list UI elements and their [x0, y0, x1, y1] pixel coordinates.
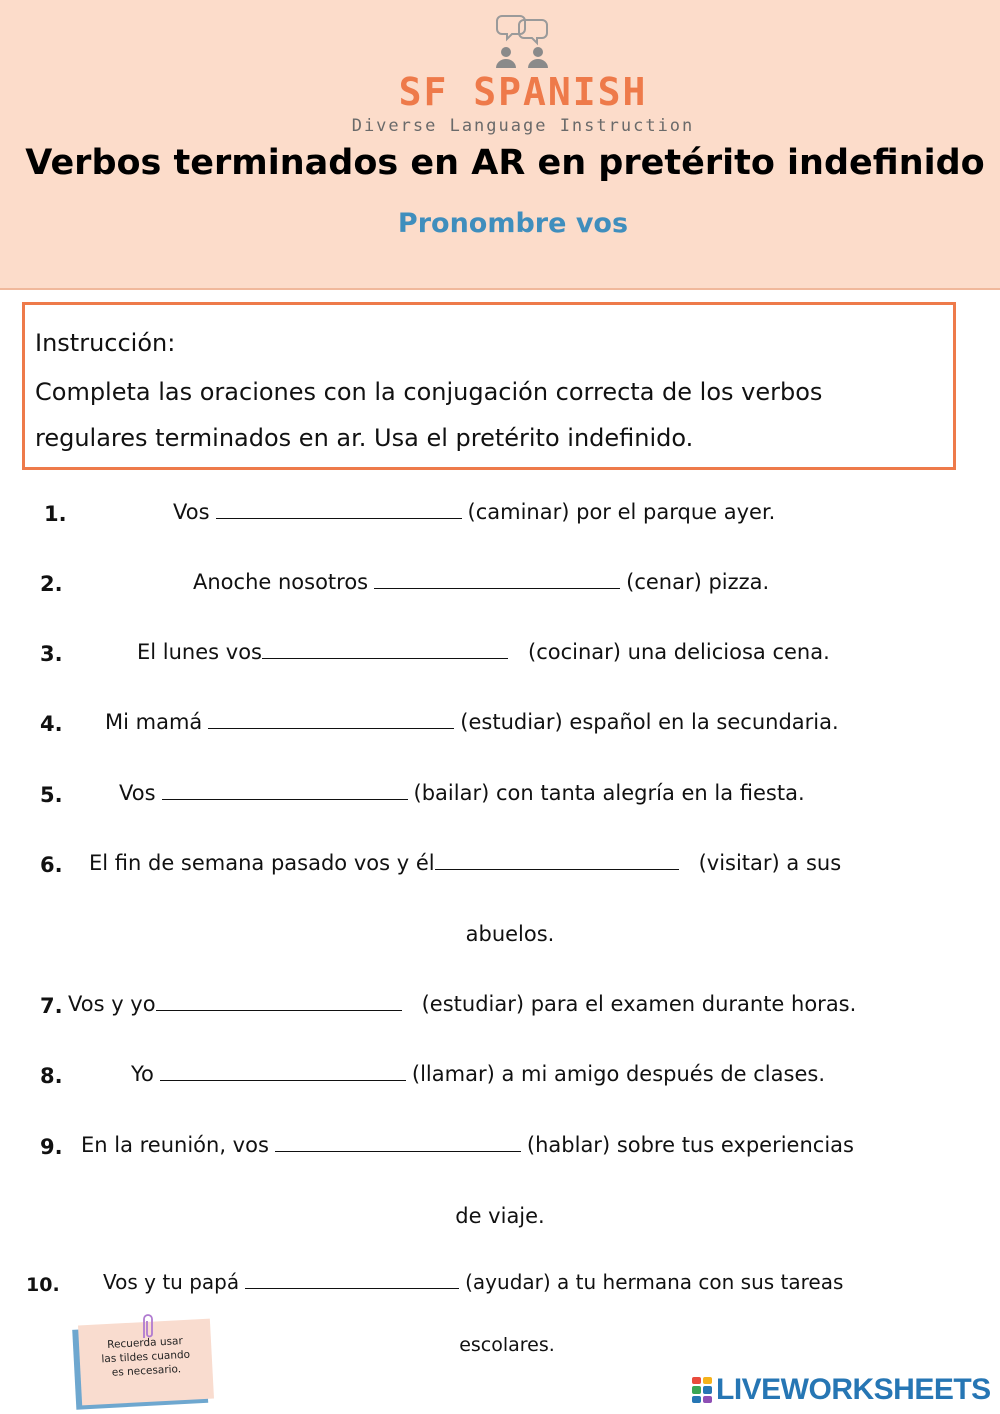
- question-text-after: (llamar) a mi amigo después de clases.: [411, 1062, 825, 1086]
- question-7: [68, 992, 856, 1016]
- question-text-after: (cocinar) una deliciosa cena.: [528, 640, 830, 664]
- brand-tagline: Diverse Language Instruction: [351, 116, 695, 136]
- question-text-before: En la reunión, vos: [81, 1133, 269, 1157]
- question-text-after: (bailar) con tanta alegría en la fiesta.: [413, 781, 805, 805]
- answer-blank[interactable]: [245, 1287, 459, 1289]
- question-9-continuation: de viaje.: [455, 1204, 545, 1228]
- question-6-continuation: abuelos.: [465, 922, 555, 946]
- question-text-after: (estudiar) español en la secundaria.: [460, 710, 839, 734]
- question-number: 7.: [40, 994, 63, 1018]
- answer-blank[interactable]: [160, 1079, 406, 1081]
- page-title: Verbos terminados en AR en pretérito indefinido: [25, 143, 985, 183]
- question-text-before: Anoche nosotros: [193, 570, 369, 594]
- question-text-before: Vos y yo: [68, 992, 156, 1016]
- question-10: [103, 1270, 843, 1294]
- question-1: [173, 500, 775, 524]
- question-text-before: Vos: [173, 500, 210, 524]
- question-number: 2.: [40, 572, 63, 596]
- question-number: 10.: [26, 1274, 60, 1296]
- answer-blank[interactable]: [162, 798, 408, 800]
- reminder-text: Recuerda usar las tildes cuando es necesario.: [101, 1335, 191, 1379]
- liveworksheets-logo: [692, 1370, 992, 1410]
- question-number: 4.: [40, 712, 63, 736]
- answer-blank[interactable]: [216, 517, 462, 519]
- question-4: [105, 710, 839, 734]
- worksheet-header: [0, 0, 1000, 290]
- question-number: 3.: [40, 642, 63, 666]
- question-number: 5.: [40, 783, 63, 807]
- question-text-after: (ayudar) a tu hermana con sus tareas: [465, 1270, 844, 1294]
- instruction-label: Instrucción:: [35, 329, 176, 357]
- question-5: [119, 781, 805, 805]
- instruction-box: [22, 302, 956, 470]
- liveworksheets-wordmark: LIVEWORKSHEETS: [716, 1373, 991, 1406]
- question-number: 8.: [40, 1064, 63, 1088]
- question-text-before: El lunes vos: [137, 640, 262, 664]
- answer-blank[interactable]: [275, 1150, 521, 1152]
- question-text-before: Vos: [119, 781, 156, 805]
- question-text-after: (caminar) por el parque ayer.: [467, 500, 776, 524]
- question-8: [131, 1062, 825, 1086]
- brand-logo-text: SF SPANISH: [398, 70, 648, 114]
- question-9: [81, 1133, 854, 1157]
- question-text-before: El fin de semana pasado vos y él: [89, 851, 435, 875]
- question-6: [89, 851, 841, 875]
- question-text-before: Yo: [131, 1062, 154, 1086]
- instruction-text: Completa las oraciones con la conjugación correcta de los verbos regulares terminados en ar. Usa el pretérito indefinido.: [35, 378, 823, 452]
- page-subtitle: Pronombre vos: [397, 208, 629, 239]
- answer-blank[interactable]: [208, 727, 454, 729]
- question-text-before: Vos y tu papá: [103, 1270, 240, 1294]
- answer-blank[interactable]: [156, 1009, 402, 1011]
- answer-blank[interactable]: [374, 587, 620, 589]
- question-2: [193, 570, 769, 594]
- question-number: 6.: [40, 853, 63, 877]
- question-text-after: (visitar) a sus: [698, 851, 842, 875]
- answer-blank[interactable]: [435, 868, 679, 870]
- question-number: 9.: [40, 1135, 63, 1159]
- question-10-continuation: escolares.: [459, 1334, 555, 1356]
- question-3: [137, 640, 830, 664]
- speech-people-icon: [488, 12, 558, 70]
- question-text-after: (estudiar) para el examen durante horas.: [421, 992, 857, 1016]
- question-number: 1.: [44, 502, 67, 526]
- answer-blank[interactable]: [262, 657, 508, 659]
- paperclip-icon: [139, 1312, 157, 1342]
- question-text-before: Mi mamá: [105, 710, 203, 734]
- liveworksheets-grid-icon: [692, 1377, 712, 1403]
- question-text-after: (hablar) sobre tus experiencias: [526, 1133, 854, 1157]
- question-text-after: (cenar) pizza.: [626, 570, 770, 594]
